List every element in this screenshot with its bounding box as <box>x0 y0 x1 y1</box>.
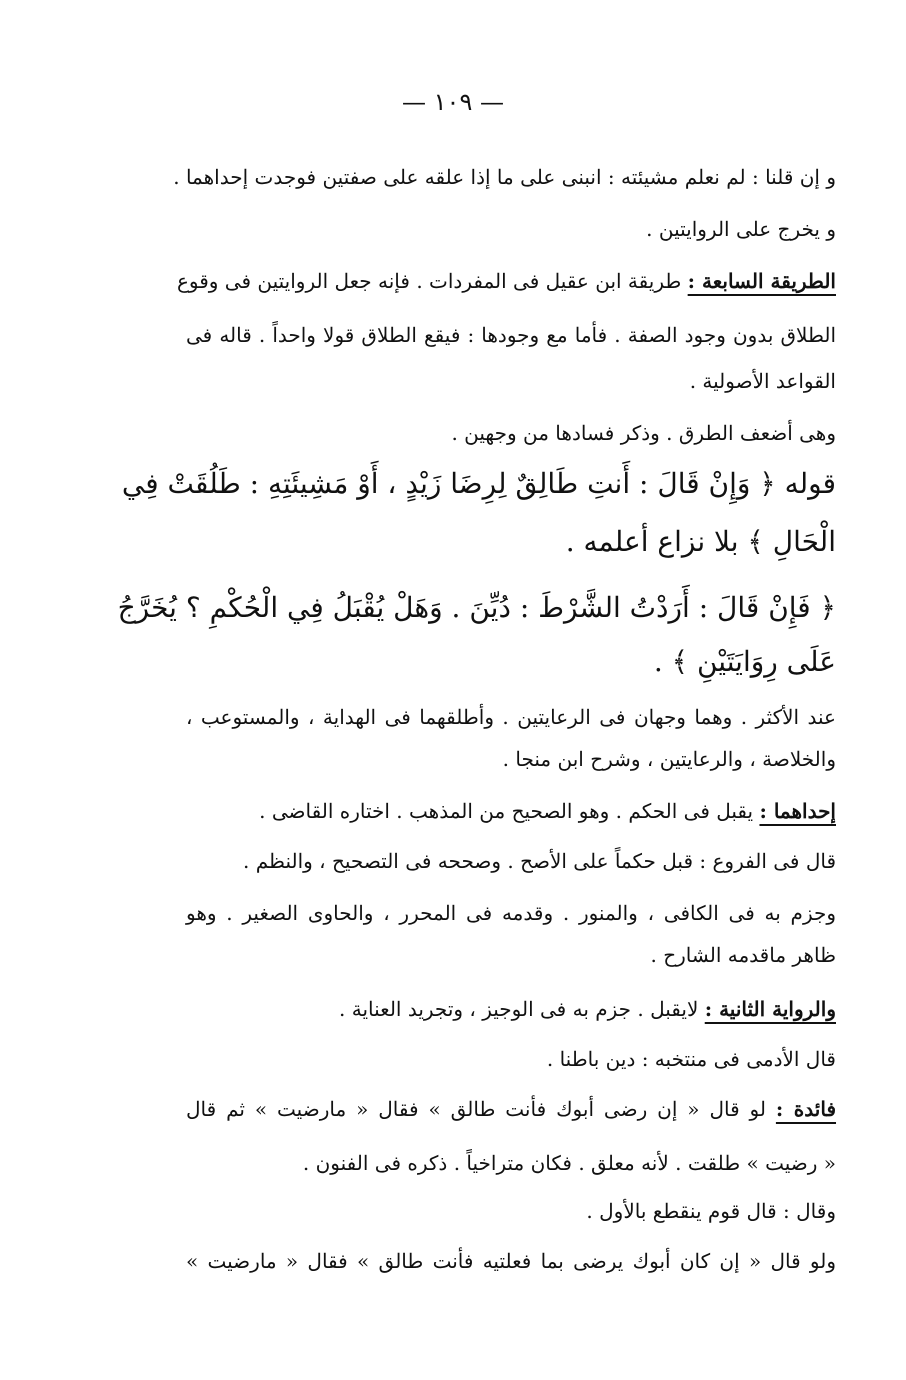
text-line <box>186 214 836 244</box>
line-text: عَلَى رِوَايَتَيْنِ ﴾ . <box>653 645 836 678</box>
matn-line <box>117 586 836 630</box>
line-text: القواعد الأصولية . <box>689 369 836 393</box>
text-line <box>186 1044 836 1074</box>
text-line <box>186 796 836 826</box>
line-text: طريقة ابن عقيل فى المفردات . فإنه جعل الروايتين فى وقوع <box>176 269 688 293</box>
section-heading: الطريقة السابعة : <box>687 269 836 293</box>
line-text: وجزم به فى الكافى ، والمنور . وقدمه فى المحرر ، والحاوى الصغير . وهو <box>186 901 836 925</box>
text-line <box>186 744 836 774</box>
line-text: والخلاصة ، والرعايتين ، وشرح ابن منجا . <box>502 747 836 771</box>
line-text: و إن قلنا : لم نعلم مشيئته : انبنى على ما إذا علقه على صفتين فوجدت إحداهما . <box>173 165 836 189</box>
text-line <box>186 1094 836 1124</box>
page-number: — ١٠٩ — <box>402 88 504 116</box>
text-line <box>186 940 836 970</box>
matn-line <box>186 640 836 684</box>
line-text: قال الأدمى فى منتخبه : دين باطنا . <box>546 1047 836 1071</box>
text-line <box>186 898 836 928</box>
text-line <box>176 266 836 296</box>
text-line <box>186 702 836 732</box>
line-text: قوله ﴿ وَإِنْ قَالَ : أَنتِ طَالِقٌ لِرِضَا زَيْدٍ ، أَوْ مَشِيئَتِهِ : طَلُقَتْ فِي <box>121 467 836 500</box>
section-heading: فائدة : <box>775 1097 837 1121</box>
text-line <box>186 418 836 448</box>
text-line <box>173 162 836 192</box>
text-line <box>186 846 836 876</box>
line-text: ﴿ فَإِنْ قَالَ : أَرَدْتُ الشَّرْطَ : دُيِّنَ . وَهَلْ يُقْبَلُ فِي الْحُكْمِ ؟ يُخَرَّجُ <box>117 591 836 624</box>
section-heading: والرواية الثانية : <box>704 997 836 1021</box>
line-text: وهى أضعف الطرق . وذكر فسادها من وجهين . <box>451 421 836 445</box>
text-line <box>186 1148 836 1178</box>
line-text: الطلاق بدون وجود الصفة . فأما مع وجودها : فيقع الطلاق قولا واحداً . قاله فى <box>186 323 836 347</box>
text-line <box>186 1246 836 1276</box>
matn-line <box>121 462 836 506</box>
line-text: يقبل فى الحكم . وهو الصحيح من المذهب . اختاره القاضى . <box>259 799 760 823</box>
text-line <box>186 994 836 1024</box>
line-text: الْحَالِ ﴾ بلا نزاع أعلمه . <box>565 525 836 558</box>
line-text: « رضيت » طلقت . لأنه معلق . فكان متراخياً . ذكره فى الفنون . <box>302 1151 836 1175</box>
line-text: لايقبل . جزم به فى الوجيز ، وتجريد العناية . <box>339 997 705 1021</box>
line-text: لو قال « إن رضى أبوك فأنت طالق » فقال « مارضيت » ثم قال <box>186 1097 776 1121</box>
text-line <box>186 320 836 350</box>
line-text: قال فى الفروع : قبل حكماً على الأصح . وصححه فى التصحيح ، والنظم . <box>243 849 836 873</box>
line-text: ظاهر ماقدمه الشارح . <box>650 943 836 967</box>
line-text: و يخرج على الروايتين . <box>646 217 836 241</box>
section-heading: إحداهما : <box>759 799 836 823</box>
line-text: ولو قال « إن كان أبوك يرضى بما فعلتيه فأنت طالق » فقال « مارضيت » <box>186 1249 836 1273</box>
line-text: وقال : قال قوم ينقطع بالأول . <box>586 1199 836 1223</box>
text-line <box>186 366 836 396</box>
matn-line <box>186 520 836 564</box>
line-text: عند الأكثر . وهما وجهان فى الرعايتين . وأطلقهما فى الهداية ، والمستوعب ، <box>186 705 836 729</box>
text-line <box>186 1196 836 1226</box>
